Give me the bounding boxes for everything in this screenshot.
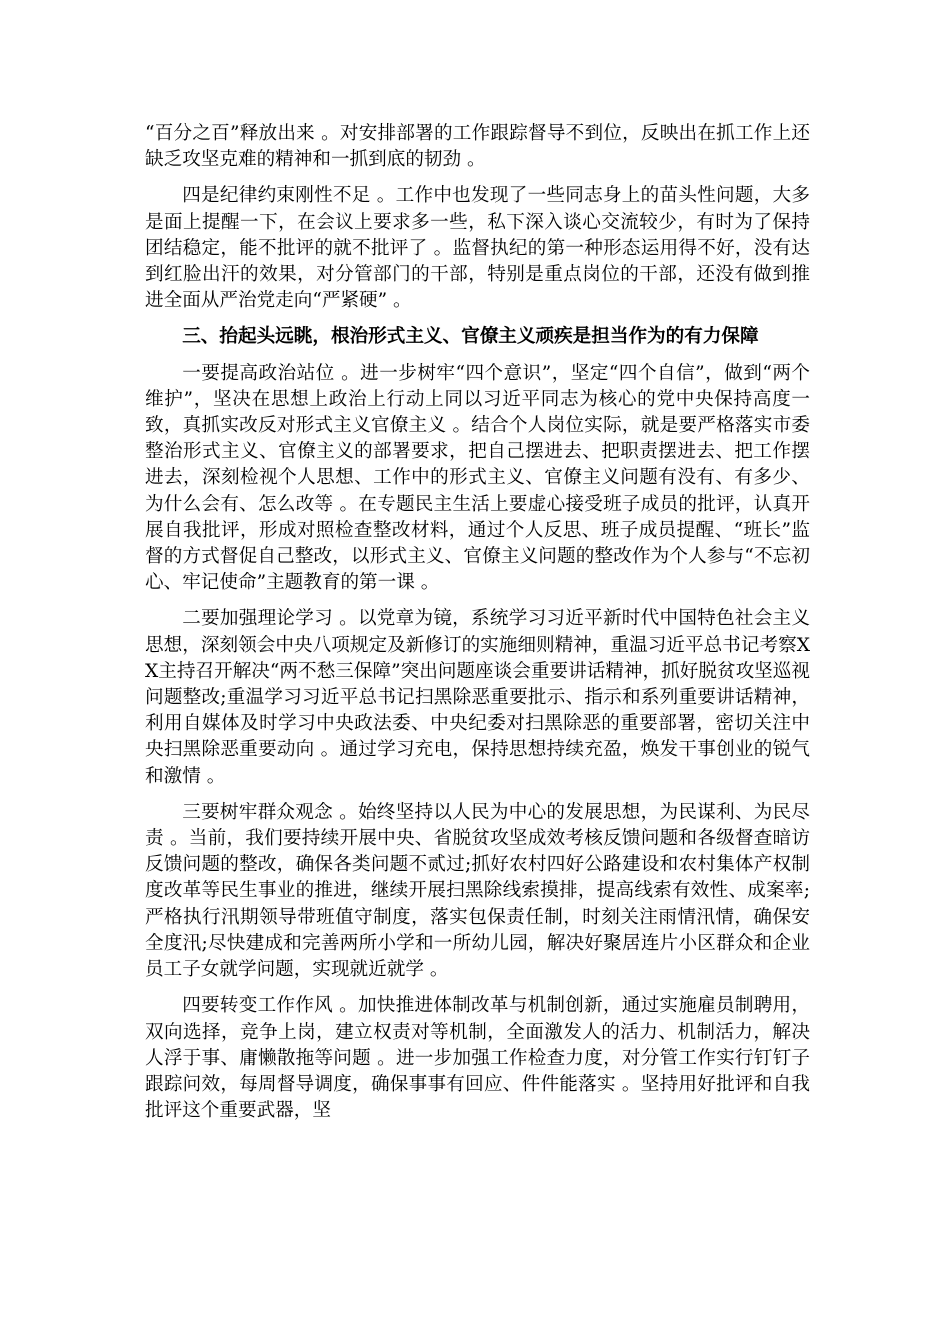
paragraph-mass-view: 三要树牢群众观念 。始终坚持以人民为中心的发展思想，为民谋利、为民尽责 。当前，我们要持续开展中央、省脱贫攻坚成效考核反馈问题和各级督查暗访反馈问题的整改，确保各类问题不贰过;抓好农村四好公路建设和农村集体产权制度改革等民生事业的推进，继续开展扫黑除线索摸排，提高线索有效性、成案率;严格执行汛期领导带班值守制度，落实包保责任制，时刻关注雨情汛情，确保安全度汛;尽快建成和完善两所小学和一所幼儿园，解决好聚居连片小区群众和企业员工子女就学问题，实现就近就学 。: [145, 801, 810, 981]
paragraph-theory-study: 二要加强理论学习 。以党章为镜，系统学习习近平新时代中国特色社会主义思想，深刻领会中央八项规定及新修订的实施细则精神，重温习近平总书记考察XX主持召开解决“两不愁三保障”突出问题座谈会重要讲话精神，抓好脱贫攻坚巡视问题整改;重温学习习近平总书记扫黑除恶重要批示、指示和系列重要讲话精神，利用自媒体及时学习中央政法委、中央纪委对扫黑除恶的重要部署，密切关注中央扫黑除恶重要动向 。通过学习充电，保持思想持续充盈，焕发干事创业的锐气和激情 。: [145, 608, 810, 787]
paragraph-continued: “百分之百”释放出来 。对安排部署的工作跟踪督导不到位，反映出在抓工作上还缺乏攻坚克难的精神和一抓到底的韧劲 。: [145, 123, 810, 171]
section-heading: 三、抬起头远眺，根治形式主义、官僚主义顽疾是担当作为的有力保障: [182, 326, 759, 348]
paragraph-work-style: 四要转变工作作风 。加快推进体制改革与机制创新，通过实施雇员制聘用，双向选择，竞争上岗，建立权责对等机制，全面激发人的活力、机制活力，解决人浮于事、庸懒散拖等问题 。进一步加强工作检查力度，对分管工作实行钉钉子跟踪问效，每周督导调度，确保事事有回应、件件能落实 。坚持用好批评和自我批评这个重要武器，坚: [145, 995, 810, 1122]
paragraph-discipline: 四是纪律约束刚性不足 。工作中也发现了一些同志身上的苗头性问题，大多是面上提醒一下，在会议上要求多一些，私下深入谈心交流较少，有时为了保持团结稳定，能不批评的就不批评了 。监督执纪的第一种形态运用得不好，没有达到红脸出汗的效果，对分管部门的干部，特别是重点岗位的干部，还没有做到推进全面从严治党走向“严紧硬” 。: [145, 185, 810, 312]
paragraph-political-stance: 一要提高政治站位 。进一步树牢“四个意识”，坚定“四个自信”，做到“两个维护”，坚决在思想上政治上行动上同以习近平同志为核心的党中央保持高度一致，真抓实改反对形式主义官僚主义 。结合个人岗位实际，就是要严格落实市委整治形式主义、官僚主义的部署要求，把自己摆进去、把职责摆进去、把工作摆进去，深刻检视个人思想、工作中的形式主义、官僚主义问题有没有、有多少、为什么会有、怎么改等 。在专题民主生活上要虚心接受班子成员的批评，认真开展自我批评，形成对照检查整改材料，通过个人反思、班子成员提醒、“班长”监督的方式督促自己整改，以形式主义、官僚主义问题的整改作为个人参与“不忘初心、牢记使命”主题教育的第一课 。: [145, 362, 810, 594]
document-page: [145, 121, 810, 1134]
